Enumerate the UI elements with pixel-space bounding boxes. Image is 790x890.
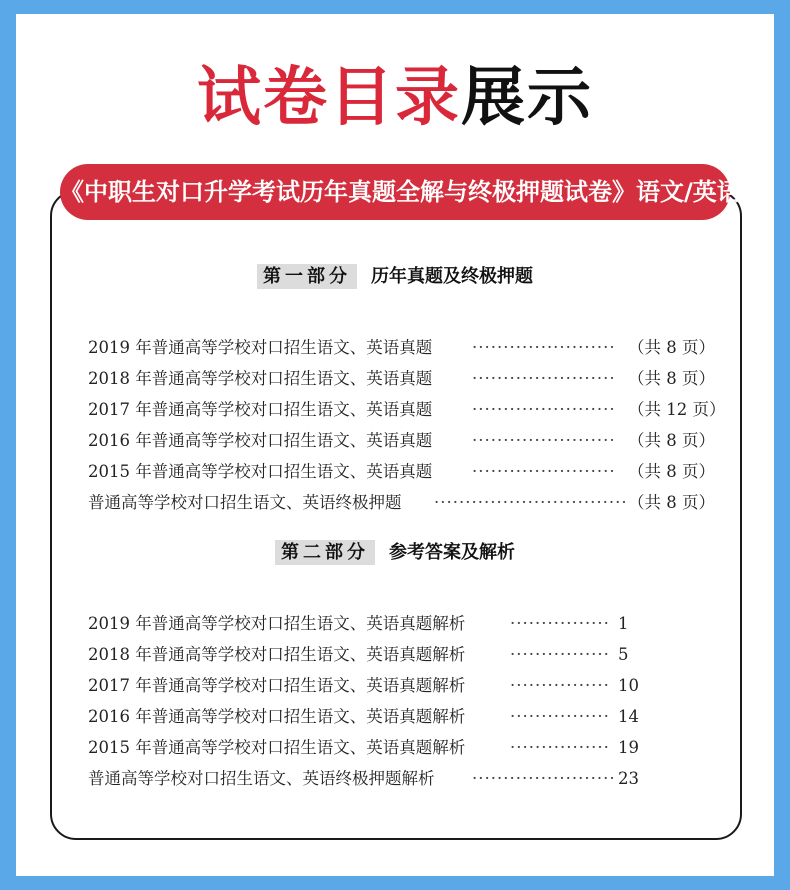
toc-item-pages: 19 bbox=[618, 738, 639, 757]
toc-leader-dots: ················ bbox=[510, 707, 610, 726]
toc-row bbox=[88, 458, 715, 486]
toc-item-pages: （共 8 页） bbox=[628, 462, 715, 481]
toc-item-title: 2017 年普通高等学校对口招生语文、英语真题 bbox=[88, 400, 433, 419]
toc-row bbox=[88, 672, 708, 700]
toc-item-title: 2018 年普通高等学校对口招生语文、英语真题解析 bbox=[88, 645, 466, 664]
section-heading-part1 bbox=[16, 262, 774, 288]
toc-item-title: 普通高等学校对口招生语文、英语终极押题解析 bbox=[88, 769, 435, 788]
toc-item-pages: 14 bbox=[618, 707, 639, 726]
toc-item-pages: 1 bbox=[618, 614, 629, 633]
toc-row bbox=[88, 610, 708, 638]
toc-item-pages: （共 8 页） bbox=[628, 338, 715, 357]
toc-item-pages: （共 8 页） bbox=[628, 369, 715, 388]
toc-leader-dots: ······························· bbox=[434, 493, 628, 512]
toc-item-pages: （共 12 页） bbox=[628, 400, 726, 419]
toc-item-title: 普通高等学校对口招生语文、英语终极押题 bbox=[88, 493, 402, 512]
toc-leader-dots: ······················· bbox=[472, 431, 616, 450]
toc-leader-dots: ················ bbox=[510, 676, 610, 695]
toc-item-title: 2015 年普通高等学校对口招生语文、英语真题解析 bbox=[88, 738, 466, 757]
toc-leader-dots: ······················· bbox=[472, 400, 616, 419]
toc-leader-dots: ················ bbox=[510, 645, 610, 664]
toc-row bbox=[88, 396, 726, 424]
toc-row bbox=[88, 365, 715, 393]
toc-leader-dots: ······················· bbox=[472, 769, 616, 788]
toc-item-pages: （共 8 页） bbox=[628, 493, 715, 512]
toc-item-title: 2015 年普通高等学校对口招生语文、英语真题 bbox=[88, 462, 433, 481]
toc-item-title: 2019 年普通高等学校对口招生语文、英语真题 bbox=[88, 338, 433, 357]
toc-item-title: 2017 年普通高等学校对口招生语文、英语真题解析 bbox=[88, 676, 466, 695]
toc-row bbox=[88, 765, 708, 793]
part1-title: 历年真题及终极押题 bbox=[371, 266, 533, 287]
page bbox=[16, 14, 774, 876]
part2-title: 参考答案及解析 bbox=[389, 542, 515, 563]
title-black-part: 展示 bbox=[461, 61, 593, 135]
toc-item-title: 2016 年普通高等学校对口招生语文、英语真题 bbox=[88, 431, 433, 450]
section-heading-part2 bbox=[16, 538, 774, 564]
toc-item-title: 2019 年普通高等学校对口招生语文、英语真题解析 bbox=[88, 614, 466, 633]
toc-row bbox=[88, 641, 708, 669]
toc-row bbox=[88, 427, 715, 455]
toc-row bbox=[88, 734, 708, 762]
toc-leader-dots: ················ bbox=[510, 614, 610, 633]
toc-leader-dots: ················ bbox=[510, 738, 610, 757]
toc-leader-dots: ······················· bbox=[472, 369, 616, 388]
toc-leader-dots: ······················· bbox=[472, 338, 616, 357]
part2-label: 第二部分 bbox=[275, 540, 375, 565]
toc-row bbox=[88, 703, 708, 731]
title-red-part: 试卷目录 bbox=[197, 61, 461, 135]
toc-row bbox=[88, 489, 715, 517]
page-title bbox=[16, 58, 774, 138]
toc-leader-dots: ······················· bbox=[472, 462, 616, 481]
toc-item-pages: 5 bbox=[618, 645, 629, 664]
toc-item-title: 2018 年普通高等学校对口招生语文、英语真题 bbox=[88, 369, 433, 388]
book-title-banner: 《中职生对口升学考试历年真题全解与终极押题试卷》语文/英语 bbox=[60, 164, 730, 220]
toc-item-title: 2016 年普通高等学校对口招生语文、英语真题解析 bbox=[88, 707, 466, 726]
toc-item-pages: 23 bbox=[618, 769, 639, 788]
toc-row bbox=[88, 334, 715, 362]
toc-item-pages: 10 bbox=[618, 676, 639, 695]
toc-item-pages: （共 8 页） bbox=[628, 431, 715, 450]
part1-label: 第一部分 bbox=[257, 264, 357, 289]
